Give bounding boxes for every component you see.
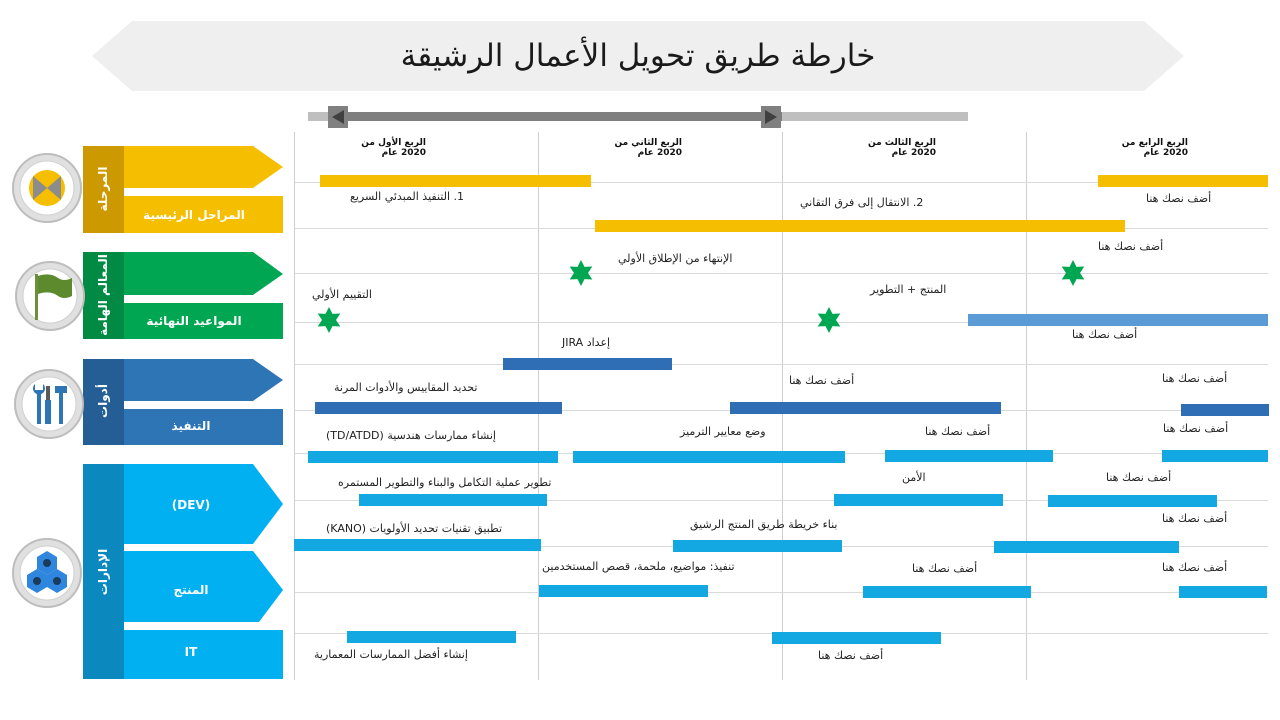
phase-2-text: أضف نصك هنا <box>1098 240 1164 253</box>
metrics-label: تحديد المقاييس والأدوات المرنة <box>334 381 478 394</box>
tools-q4-text-2: أضف نصك هنا <box>1163 422 1229 435</box>
tools-category-label: أدوات <box>96 384 110 418</box>
tools-bar-q4[interactable] <box>1181 404 1269 416</box>
product-bar-q4[interactable] <box>994 541 1179 553</box>
product-sub-label: المنتج <box>173 583 209 597</box>
quarter-header-q4: الربع الرابع من 2020 عام <box>1121 138 1188 158</box>
phase-q4-text: أضف نصك هنا <box>1146 192 1212 205</box>
timeline-slider[interactable] <box>308 104 968 130</box>
tdatdd-label: إنشاء ممارسات هندسية (TD/ATDD) <box>326 429 496 442</box>
dev-sub-label: (DEV) <box>171 498 211 512</box>
tools-bar-q4-2[interactable] <box>1162 450 1268 462</box>
roadmap-bar[interactable] <box>673 540 842 552</box>
phase-bar-1[interactable] <box>320 175 591 187</box>
product-q3-text: أضف نصك هنا <box>912 562 978 575</box>
tools-icon <box>13 368 85 440</box>
milestone-star-icon[interactable] <box>1059 259 1087 287</box>
tdatdd-bar[interactable] <box>308 451 558 463</box>
product-dev-label: المنتج + التطوير <box>870 283 947 296</box>
dev-q4-text-2: أضف نصك هنا <box>1162 512 1228 525</box>
arch-label: إنشاء أفضل الممارسات المعمارية <box>314 648 468 661</box>
milestone-star-icon[interactable] <box>567 259 595 287</box>
arch-bar[interactable] <box>347 631 516 643</box>
it-sub-label: IT <box>184 645 198 659</box>
product-q4-text: أضف نصك هنا <box>1162 561 1228 574</box>
tools-q3-text-2: أضف نصك هنا <box>925 425 991 438</box>
milestones-category-label: المعالم الهامة <box>96 254 110 336</box>
milestone-star-icon[interactable] <box>315 306 343 334</box>
product-bar-q4-2[interactable] <box>1179 586 1267 598</box>
dev-bar-q4[interactable] <box>1048 495 1217 507</box>
tools-bar-q3[interactable] <box>730 402 1001 414</box>
phase-icon <box>11 152 83 224</box>
tools-sub-label: التنفيذ <box>171 419 211 433</box>
quarter-header-q3: الربع الثالث من 2020 عام <box>868 138 936 158</box>
departments-icon <box>11 537 83 609</box>
kano-bar[interactable] <box>294 539 541 551</box>
departments-category-label: الإدارات <box>96 548 110 596</box>
phase-category-label: المرحلة <box>96 166 110 212</box>
security-label: الأمن <box>902 471 926 484</box>
phase-sub-label: المراحل الرئيسية <box>143 208 245 222</box>
exec-label: تنفيذ: مواضيع، ملحمة، قصص المستخدمين <box>542 560 735 573</box>
category-panel <box>0 0 294 720</box>
phase-bar-2[interactable] <box>595 220 1125 232</box>
product-bar-q3[interactable] <box>863 586 1031 598</box>
jira-label: إعداد JIRA <box>562 336 611 349</box>
phase-2-label: 2. الانتقال إلى فرق التقاني <box>800 196 924 209</box>
initial-launch-label: الإنتهاء من الإطلاق الأولي <box>618 252 733 265</box>
flag-icon <box>14 260 86 332</box>
tools-bar-q3-2[interactable] <box>885 450 1053 462</box>
quarter-header-q1: الربع الأول من 2020 عام <box>361 138 426 158</box>
roadmap-label: بناء خريطة طريق المنتج الرشيق <box>690 518 838 531</box>
slider-left-handle <box>328 106 348 128</box>
security-bar[interactable] <box>834 494 1003 506</box>
kano-label: تطبيق تقنيات تحديد الأولويات (KANO) <box>326 522 503 535</box>
it-q3-text: أضف نصك هنا <box>818 649 884 662</box>
metrics-bar[interactable] <box>315 402 562 414</box>
quarter-header-q2: الربع الثاني من 2020 عام <box>614 138 682 158</box>
milestone-bar[interactable] <box>968 314 1268 326</box>
tools-q3-text: أضف نصك هنا <box>789 374 855 387</box>
dev-q4-text: أضف نصك هنا <box>1106 471 1172 484</box>
exec-bar[interactable] <box>539 585 708 597</box>
ci-label: تطوير عملية التكامل والبناء والتطوير المستمره <box>338 476 552 489</box>
page-title: خارطة طريق تحويل الأعمال الرشيقة <box>400 38 876 74</box>
phase-1-label: 1. التنفيذ المبدئي السريع <box>350 190 464 203</box>
milestones-sub-label: المواعيد النهائية <box>146 314 242 328</box>
milestone-star-icon[interactable] <box>815 306 843 334</box>
slider-right-handle <box>761 106 781 128</box>
coding-bar[interactable] <box>573 451 845 463</box>
phase-bar-q4[interactable] <box>1098 175 1268 187</box>
milestone-text: أضف نصك هنا <box>1072 328 1138 341</box>
it-bar-q3[interactable] <box>772 632 941 644</box>
jira-bar[interactable] <box>503 358 672 370</box>
initial-eval-label: التقييم الأولي <box>312 288 372 301</box>
coding-label: وضع معايير الترميز <box>680 425 766 438</box>
ci-bar[interactable] <box>359 494 547 506</box>
tools-q4-text: أضف نصك هنا <box>1162 372 1228 385</box>
